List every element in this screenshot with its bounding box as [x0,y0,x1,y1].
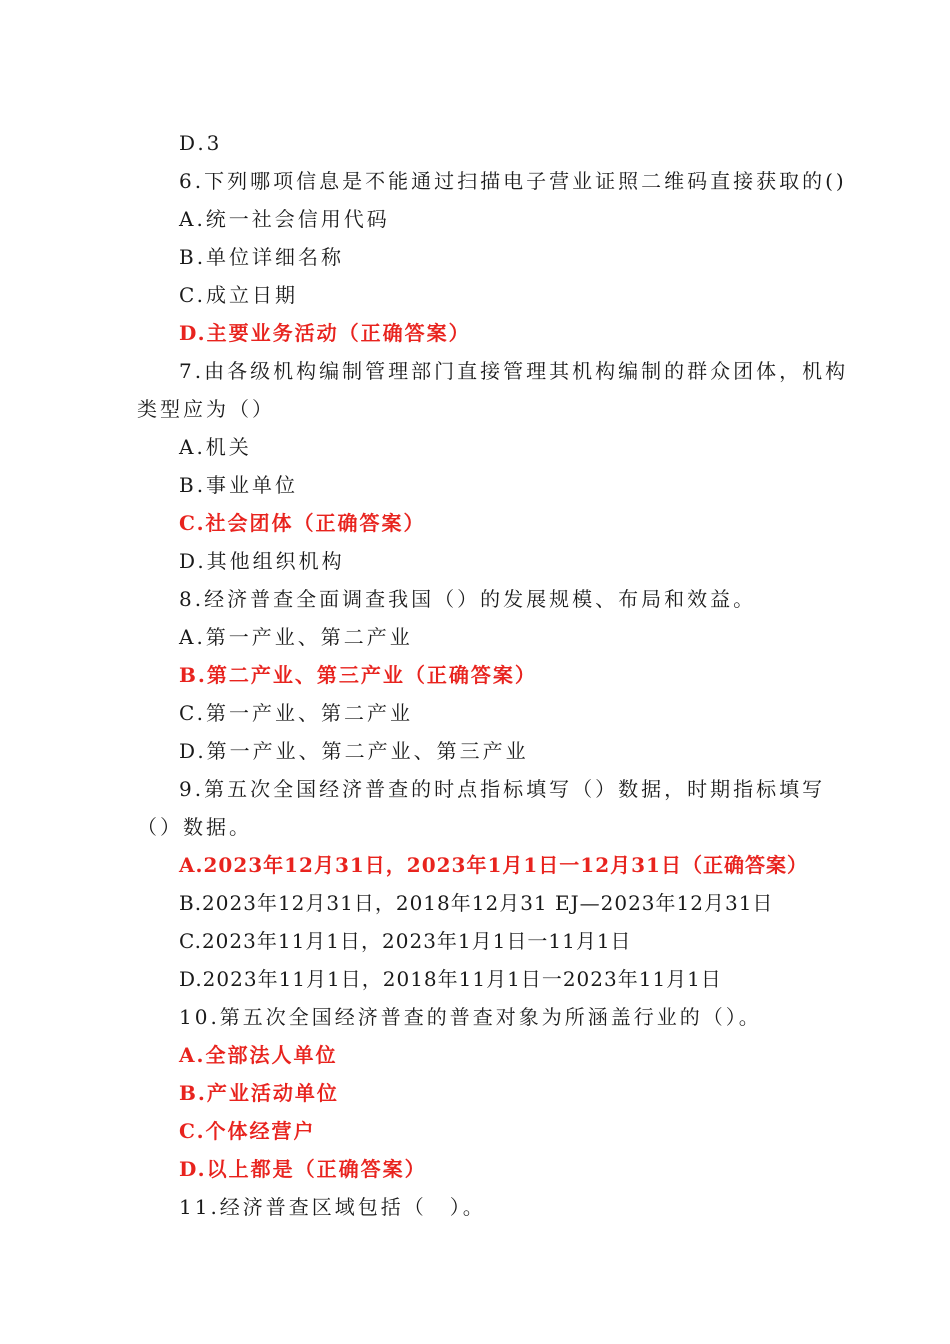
option-c-q7-correct: C.社会团体（正确答案） [179,511,426,535]
question-6: 6.下列哪项信息是不能通过扫描电子营业证照二维码直接获取的() [179,169,847,193]
option-d-q7: D.其他组织机构 [179,549,345,573]
question-11: 11.经济普查区域包括（ ）。 [179,1195,486,1219]
option-c-q9: C.2023年11月1日，2023年1月1日一11月1日 [179,929,632,953]
question-10: 10.第五次全国经济普查的普查对象为所涵盖行业的（）。 [179,1005,762,1029]
option-a-q7: A.机关 [179,435,252,459]
option-d-q8: D.第一产业、第二产业、第三产业 [179,739,529,763]
option-d-q9: D.2023年11月1日，2018年11月1日一2023年11月1日 [179,967,722,991]
option-b-q6: B.单位详细名称 [179,245,345,269]
option-b-q9: B.2023年12月31日，2018年12月31 EJ—2023年12月31日 [179,891,774,915]
option-d-q6-correct: D.主要业务活动（正确答案） [179,321,471,345]
question-9: 9.第五次全国经济普查的时点指标填写（）数据，时期指标填写 [179,777,826,801]
option-b-q8-correct: B.第二产业、第三产业（正确答案） [179,663,537,687]
option-c-q10: C.个体经营户 [179,1119,316,1143]
option-a-q8: A.第一产业、第二产业 [179,625,413,649]
question-7: 7.由各级机构编制管理部门直接管理其机构编制的群众团体，机构 [179,359,849,383]
option-b-q10: B.产业活动单位 [179,1081,339,1105]
option-a-q9-correct: A.2023年12月31日，2023年1月1日一12月31日（正确答案） [179,853,808,877]
option-c-q8: C.第一产业、第二产业 [179,701,413,725]
question-8: 8.经济普查全面调查我国（）的发展规模、布局和效益。 [179,587,757,611]
question-9-continued: （）数据。 [137,815,252,839]
option-b-q7: B.事业单位 [179,473,299,497]
option-c-q6: C.成立日期 [179,283,298,307]
question-7-continued: 类型应为（） [137,397,275,421]
option-a-q10: A.全部法人单位 [179,1043,338,1067]
option-a-q6: A.统一社会信用代码 [179,207,390,231]
option-d-q10-correct: D.以上都是（正确答案） [179,1157,427,1181]
option-d-q5: D.3 [179,131,223,155]
